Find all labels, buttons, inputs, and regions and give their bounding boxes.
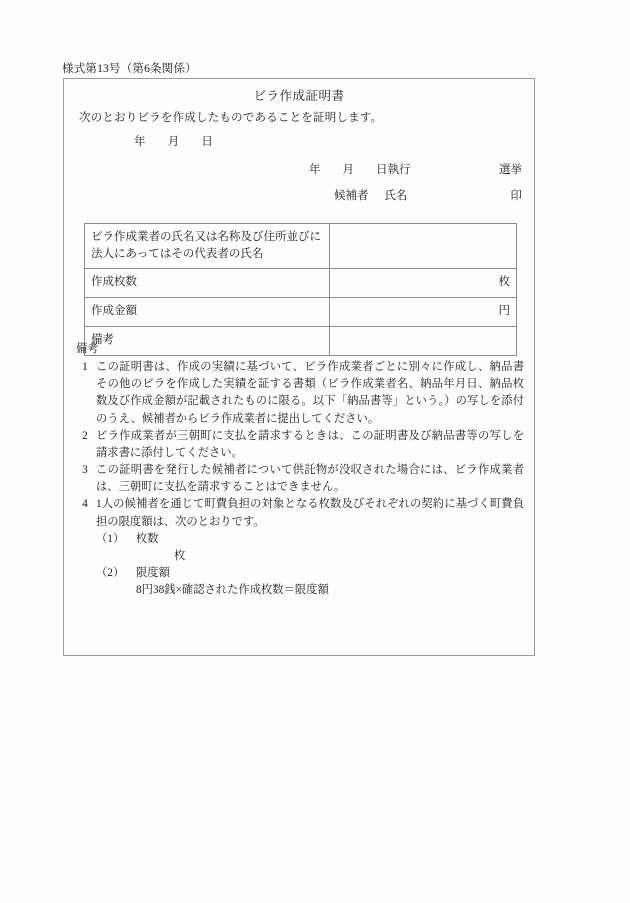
- note-sub-label: 枚数: [136, 532, 159, 545]
- candidate-role-label: 候補者: [334, 190, 369, 202]
- note-sub-label: 限度額: [136, 567, 170, 580]
- lead-text: 次のとおりビラを作成したものであることを証明します。: [79, 112, 383, 124]
- certificate-frame: [63, 78, 535, 656]
- note-sub-item: [96, 531, 524, 548]
- candidate-name-label: 氏名: [384, 190, 408, 202]
- table-row: [85, 298, 517, 327]
- note-text: この証明書を発行した候補者について供託物が没収された場合には、ビラ作成業者は、三朝町に支払を請求することはできません。: [96, 464, 524, 494]
- table-row: [85, 224, 517, 269]
- note-number: 2: [82, 429, 88, 442]
- date-day-label: 日: [201, 136, 214, 148]
- notes-section: [74, 341, 524, 599]
- note-number: 4: [82, 498, 88, 511]
- note-number: 3: [82, 464, 88, 477]
- note-item: [74, 496, 524, 530]
- note-item: [74, 462, 524, 496]
- table-cell-label: ビラ作成業者の氏名又は名称及び住所並びに法人にあってはその代表者の氏名: [85, 224, 330, 269]
- note-text: ビラ作成業者が三朝町に支払を請求するときは、この証明書及び納品書等の写しを請求書に添付してください。: [96, 429, 524, 459]
- candidate-name-group: [334, 187, 408, 203]
- execution-date-group: [309, 161, 411, 177]
- candidate-line: [334, 187, 522, 203]
- exec-year-label: 年: [309, 164, 321, 176]
- note-sub-item: [96, 565, 524, 582]
- exec-day-label: 日執行: [376, 164, 411, 176]
- date-blank-line: [134, 133, 213, 149]
- election-label: 選挙: [499, 164, 522, 176]
- note-text: 1人の候補者を通じて町費負担の対象となる枚数及びそれぞれの契約に基づく町費負担の限度額は、次のとおりです。: [96, 498, 524, 528]
- table-cell-value[interactable]: 円: [330, 298, 517, 327]
- seal-label: 印: [510, 190, 522, 202]
- note-sub-number: （2）: [96, 567, 125, 580]
- certificate-table: [84, 223, 517, 356]
- table-row: [85, 269, 517, 298]
- table-cell-value[interactable]: [330, 224, 517, 269]
- table-cell-label: 備考: [85, 327, 330, 356]
- note-item: [74, 359, 524, 428]
- certificate-inner: [64, 79, 534, 655]
- table-cell-label: 作成枚数: [85, 269, 330, 298]
- form-number: 様式第13号（第6条関係）: [62, 63, 197, 75]
- note-item: [74, 428, 524, 462]
- note-sub-number: （1）: [96, 532, 125, 545]
- table-cell-value[interactable]: 枚: [330, 269, 517, 298]
- table-cell-label: 作成金額: [85, 298, 330, 327]
- page-title: ビラ作成証明書: [253, 89, 345, 103]
- date-year-label: 年: [134, 136, 146, 148]
- execution-date-line: [309, 161, 522, 177]
- notes-heading: 備考: [76, 343, 99, 355]
- note-sub-value: 枚: [174, 549, 186, 562]
- date-month-label: 月: [167, 136, 180, 148]
- exec-month-label: 月: [342, 164, 354, 176]
- note-number: 1: [82, 361, 88, 374]
- note-text: この証明書は、作成の実績に基づいて、ビラ作成業者ごとに別々に作成し、納品書その他のビラを作成した実績を証する書類（ビラ作成業者名、納品年月日、納品枚数及び作成金額が記載されたものに限る。以下「納品書等」という。）の写しを添付のうえ、候補者からビラ作成業者に提出してください。: [96, 361, 524, 425]
- note-sub-value: 8円38銭×確認された作成枚数＝限度額: [136, 584, 329, 597]
